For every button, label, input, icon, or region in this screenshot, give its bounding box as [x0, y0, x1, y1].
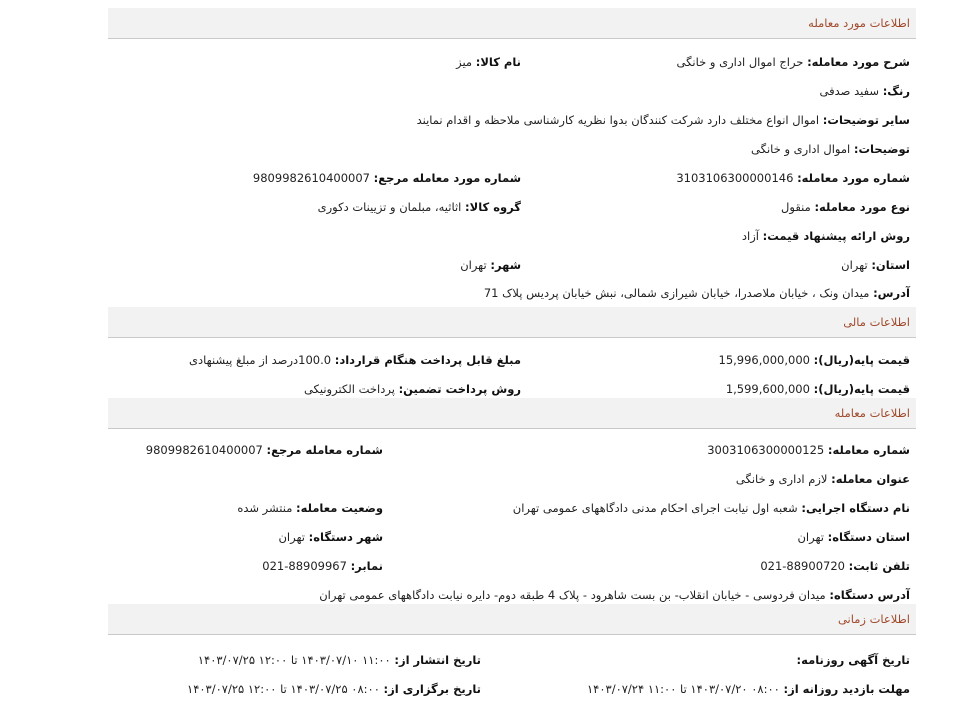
row-address	[108, 279, 916, 308]
row-phone	[108, 552, 916, 581]
field-org-city: شهر دستگاه: تهران	[278, 530, 383, 544]
section-header-deal-info: اطلاعات مورد معامله	[108, 8, 916, 39]
section-header-transaction-info: اطلاعات معامله	[108, 398, 916, 429]
field-goods-group: گروه کالا: اثاثیه، مبلمان و تزیینات دکوری	[317, 200, 521, 214]
row-visit-date	[108, 675, 916, 704]
field-organization: نام دستگاه اجرایی: شعبه اول نیابت اجرای احکام مدنی دادگاههای عمومی تهران	[512, 501, 910, 515]
row-color	[108, 77, 916, 106]
field-transaction-status: وضعیت معامله: منتشر شده	[237, 501, 383, 515]
field-base-price-2: قیمت پایه(ریال): 1,599,600,000	[725, 382, 910, 396]
row-transaction-number	[108, 436, 916, 465]
row-deal-number	[108, 164, 916, 193]
field-transaction-number: شماره معامله: 3003106300000125	[707, 443, 910, 457]
row-transaction-title	[108, 465, 916, 494]
row-deal-type	[108, 193, 916, 222]
row-organization	[108, 494, 916, 523]
row-notes	[108, 135, 916, 164]
field-ref-number: شماره مورد معامله مرجع: 9809982610400007	[252, 171, 521, 185]
row-pricing-method	[108, 222, 916, 251]
field-phone: تلفن ثابت: 88900720-021	[760, 559, 910, 573]
field-newspaper-date: تاریخ آگهی روزنامه:	[796, 653, 910, 667]
field-payable: مبلغ قابل پرداخت هنگام قرارداد: 100.0درصد از مبلغ پیشنهادی	[189, 353, 521, 367]
field-deal-type: نوع مورد معامله: منقول	[781, 200, 910, 214]
deal-details-panel	[108, 6, 916, 706]
row-description	[108, 48, 916, 77]
field-description: شرح مورد معامله: حراج اموال اداری و خانگی	[676, 55, 910, 69]
field-org-address: آدرس دستگاه: میدان فردوسی - خیابان انقلاب- بن بست شاهرود - پلاک 4 طبقه دوم- دایره نیابت دادگاههای عمومی تهران	[319, 588, 910, 602]
row-org-province	[108, 523, 916, 552]
section-header-time-info: اطلاعات زمانی	[108, 604, 916, 635]
row-province	[108, 251, 916, 280]
field-item-name: نام کالا: میز	[456, 55, 521, 69]
field-publish-date: تاریخ انتشار از: ۱۱:۰۰ ۱۴۰۳/۰۷/۱۰ تا ۱۲:۰۰ ۱۴۰۳/۰۷/۲۵	[197, 653, 481, 667]
row-newspaper-date	[108, 646, 916, 675]
row-other-notes	[108, 106, 916, 135]
field-transaction-title: عنوان معامله: لازم اداری و خانگی	[735, 472, 910, 486]
field-visit-date: مهلت بازدید روزانه از: ۰۸:۰۰ ۱۴۰۳/۰۷/۲۰ تا ۱۱:۰۰ ۱۴۰۳/۰۷/۲۴	[586, 682, 910, 696]
field-other-notes: سایر توضیحات: اموال انواع مختلف دارد شرکت کنندگان بدوا نظریه کارشناسی ملاحظه و اقدام نمایند	[416, 113, 910, 127]
field-hold-date: تاریخ برگزاری از: ۰۸:۰۰ ۱۴۰۳/۰۷/۲۵ تا ۱۲:۰۰ ۱۴۰۳/۰۷/۲۵	[187, 682, 481, 696]
field-fax: نمابر: 88909967-021	[262, 559, 383, 573]
field-city: شهر: تهران	[460, 258, 521, 272]
field-address: آدرس: میدان ونک ، خیابان ملاصدرا، خیابان شیرازی شمالی، نبش خیابان پردیس پلاک 71	[483, 286, 910, 300]
field-base-price: قیمت پایه(ریال): 15,996,000,000	[718, 353, 910, 367]
field-transaction-ref: شماره معامله مرجع: 9809982610400007	[145, 443, 383, 457]
field-color: رنگ: سفید صدفی	[819, 84, 910, 98]
field-deal-number: شماره مورد معامله: 3103106300000146	[676, 171, 910, 185]
field-notes: توضیحات: اموال اداری و خانگی	[751, 142, 910, 156]
field-guarantee: روش پرداخت تضمین: پرداخت الکترونیکی	[303, 382, 521, 396]
field-pricing-method: روش ارائه پیشنهاد قیمت: آزاد	[741, 229, 910, 243]
field-province: استان: تهران	[841, 258, 910, 272]
row-base-price	[108, 346, 916, 375]
section-header-financial-info: اطلاعات مالی	[108, 307, 916, 338]
field-org-province: استان دستگاه: تهران	[797, 530, 910, 544]
